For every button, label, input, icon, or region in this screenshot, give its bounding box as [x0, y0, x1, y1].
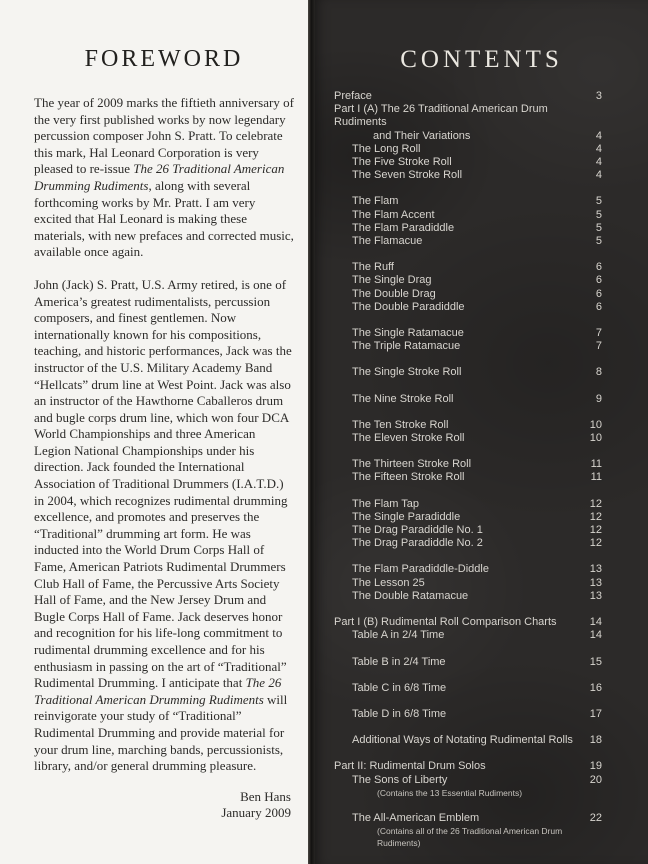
toc-spacer [334, 550, 602, 563]
toc-spacer [334, 353, 602, 366]
toc-entry-row [334, 301, 602, 314]
toc-entry-row [334, 327, 602, 340]
toc-entry-page: 18 [589, 734, 602, 747]
toc-spacer [334, 406, 602, 419]
foreword-paragraph [34, 277, 294, 775]
toc-entry-label: The Flam Tap [352, 497, 420, 510]
toc-entry-page: 13 [589, 589, 602, 602]
toc-entry-row [334, 537, 602, 550]
toc-entry-label: Additional Ways of Notating Rudimental Rolls [352, 734, 573, 747]
toc-entry-page: 11 [590, 471, 602, 484]
toc-entry-row [334, 760, 602, 773]
toc-entry-page: 12 [589, 510, 602, 523]
toc-entry-label: The Flamacue [352, 235, 423, 248]
contents-page [315, 0, 648, 864]
toc-entry-label: and Their Variations [373, 129, 471, 142]
toc-entry-row [334, 629, 602, 642]
toc-entry-page: 16 [589, 681, 602, 694]
toc-entry-label: Preface [334, 90, 372, 102]
toc-note-label: (Contains all of the 26 Traditional American Drum Rudiments) [377, 825, 563, 848]
toc-note-row [334, 825, 602, 849]
toc-spacer [334, 485, 602, 498]
toc-entry-row [334, 130, 602, 143]
toc-entry-page: 7 [595, 327, 602, 340]
contents-title: CONTENTS [400, 46, 563, 73]
toc-entry-row [334, 103, 602, 129]
toc-entry-label: Part II: Rudimental Drum Solos [334, 760, 486, 773]
toc-entry-label: The All-American Emblem [352, 811, 480, 824]
toc-entry-page: 10 [589, 418, 602, 431]
toc-spacer [334, 669, 602, 682]
toc-entry-row [334, 458, 602, 471]
toc-entry-page: 6 [595, 300, 602, 313]
toc-entry-row [334, 195, 602, 208]
toc-entry-label: The Eleven Stroke Roll [352, 432, 465, 445]
toc-entry-row [334, 577, 602, 590]
toc-entry-row [334, 774, 602, 787]
toc-entry-page: 9 [595, 392, 602, 405]
toc-entry-page: 4 [595, 129, 602, 142]
toc-note-row [334, 787, 602, 799]
toc-entry-label: The Single Stroke Roll [352, 366, 462, 379]
toc-entry-row [334, 393, 602, 406]
toc-entry-label: The Lesson 25 [352, 576, 425, 589]
toc-entry-page: 19 [589, 760, 602, 773]
toc-entry-page: 13 [589, 563, 602, 576]
signature-name: Ben Hans [240, 788, 291, 804]
book-title-italic: The 26 Traditional American Drumming Rudiments [34, 161, 285, 193]
toc-entry-label: The Ruff [352, 261, 394, 274]
toc-entry-page: 11 [590, 458, 602, 471]
page-gutter [308, 0, 315, 864]
toc-entry-row [334, 812, 602, 825]
toc-entry-row [334, 156, 602, 169]
toc-entry-page: 17 [589, 707, 602, 720]
toc-entry-label: The Drag Paradiddle No. 1 [352, 524, 483, 537]
toc-entry-page: 22 [589, 811, 602, 824]
toc-entry-label: The Triple Ratamacue [352, 340, 461, 353]
toc-entry-page: 3 [595, 90, 602, 102]
toc-entry-page: 13 [589, 576, 602, 589]
signature-date: January 2009 [221, 805, 291, 821]
toc-entry-page: 12 [589, 537, 602, 550]
toc-entry-label: Table A in 2/4 Time [352, 629, 445, 642]
toc-entry-row [334, 708, 602, 721]
toc-entry-page: 5 [595, 235, 602, 248]
paragraph-text: The year of 2009 marks the fiftieth anniversary of the very first published works by now legendary percussion composer John S. Pratt. To celebrate this mark, Hal Leonard Corporation is very pleased to re-issue [34, 95, 294, 177]
toc-entry-page: 8 [595, 366, 602, 379]
foreword-paragraph [34, 95, 294, 261]
toc-entry-label: The Single Paradiddle [352, 510, 461, 523]
toc-entry-page: 4 [595, 156, 602, 169]
toc-entry-row [334, 734, 602, 747]
toc-entry-label: The Single Drag [352, 274, 432, 287]
toc-note-label: (Contains the 13 Essential Rudiments) [377, 787, 523, 798]
foreword-page [0, 0, 308, 864]
toc-list [334, 90, 602, 849]
toc-entry-label: The Flam [352, 195, 399, 208]
paragraph-text: will reinvigorate your study of “Traditional” Rudimental Drumming and provide material for your drum line, marching bands, percussionists, library, and/or general drumming pleasure. [34, 691, 288, 774]
toc-entry-page: 4 [595, 169, 602, 182]
toc-entry-row [334, 498, 602, 511]
toc-spacer [334, 248, 602, 261]
toc-entry-row [334, 419, 602, 432]
toc-entry-row [334, 340, 602, 353]
toc-entry-row [334, 222, 602, 235]
toc-entry-page: 20 [589, 773, 602, 786]
toc-spacer [334, 643, 602, 656]
toc-spacer [334, 445, 602, 458]
toc-entry-row [334, 432, 602, 445]
toc-entry-page: 14 [589, 629, 602, 642]
toc-entry-label: The Long Roll [352, 142, 421, 155]
toc-entry-row [334, 590, 602, 603]
toc-entry-label: The Flam Paradiddle-Diddle [352, 563, 489, 576]
toc-entry-row [334, 366, 602, 379]
toc-spacer [334, 314, 602, 327]
toc-entry-label: The Seven Stroke Roll [352, 169, 463, 182]
toc-entry-row [334, 169, 602, 182]
toc-entry-label: The Double Drag [352, 287, 436, 300]
toc-entry-label: The Drag Paradiddle No. 2 [352, 537, 483, 550]
toc-entry-page: 15 [589, 655, 602, 668]
signature-block [34, 789, 294, 822]
toc-entry-label: The Sons of Liberty [352, 773, 448, 786]
toc-entry-page: 12 [589, 524, 602, 537]
toc-entry-page: 6 [595, 274, 602, 287]
book-title-italic: The 26 Traditional American Drumming Rudiments [34, 675, 282, 707]
toc-entry-page: 14 [589, 616, 602, 629]
toc-entry-label: The Thirteen Stroke Roll [352, 458, 472, 471]
toc-entry-row [334, 656, 602, 669]
toc-entry-row [334, 616, 602, 629]
toc-spacer [334, 695, 602, 708]
toc-entry-page: 4 [595, 142, 602, 155]
toc-spacer [334, 747, 602, 760]
toc-entry-label: The Fifteen Stroke Roll [352, 471, 465, 484]
toc-entry-label: Table C in 6/8 Time [352, 681, 447, 694]
toc-entry-row [334, 288, 602, 301]
toc-entry-label: Part I (A) The 26 Traditional American Drum Rudiments [334, 103, 548, 129]
toc-entry-row [334, 563, 602, 576]
toc-entry-row [334, 682, 602, 695]
toc-entry-page: 6 [595, 287, 602, 300]
toc-entry-row [334, 143, 602, 156]
toc-entry-row [334, 209, 602, 222]
toc-entry-row [334, 235, 602, 248]
toc-entry-label: The Nine Stroke Roll [352, 392, 454, 405]
toc-entry-page: 12 [589, 497, 602, 510]
foreword-title: FOREWORD [84, 46, 244, 72]
toc-spacer [334, 799, 602, 812]
toc-entry-row [334, 261, 602, 274]
toc-entry-label: Table D in 6/8 Time [352, 707, 447, 720]
paragraph-text: , along with several forthcoming works by Mr. Pratt. I am very excited that Hal Leonard is making these materials, with new prefaces and corrected music, available once again. [34, 177, 294, 260]
toc-entry-label: The Flam Paradiddle [352, 221, 455, 234]
toc-entry-label: The Double Paradiddle [352, 300, 465, 313]
toc-spacer [334, 603, 602, 616]
toc-entry-row [334, 524, 602, 537]
paragraph-text: John (Jack) S. Pratt, U.S. Army retired, is one of America’s greatest rudimentalists, percussion composers, and finest gentlemen. Now internationally known for his compositions, teaching, and historic performances, Jack was the instructor of the U.S. Military Academy Band “Hellcats” drum line at West Point. Jack was also an instructor of the Hawthorne Caballeros drum and bugle corps drum line, which won four DCA World Championships and three American Legion National Championships under his direction. Jack founded the International Association of Traditional Drummers (I.A.T.D.) in 2004, which recognizes rudimental drumming excellence, and promotes and preserves the “Traditional” drumming art form. He was inducted into the World Drum Corps Hall of Fame, American Patriots Rudimental Drummers Club Hall of Fame, the Percussive Arts Society Hall of Fame, and the New Jersey Drum and Bugle Corps Hall of Fame. Jack deserves honor and recognition for his life-long commitment to rudimental drumming excellence and for his enthusiasm in passing on the art of “Traditional” Rudimental Drumming. I anticipate that [34, 276, 292, 691]
toc-entry-page: 7 [595, 340, 602, 353]
toc-entry-label: Table B in 2/4 Time [352, 655, 446, 668]
toc-entry-page: 6 [595, 261, 602, 274]
toc-entry-label: The Five Stroke Roll [352, 156, 452, 169]
toc-entry-page: 5 [595, 208, 602, 221]
toc-entry-page: 10 [589, 432, 602, 445]
toc-spacer [334, 721, 602, 734]
toc-spacer [334, 182, 602, 195]
toc-entry-row [334, 90, 602, 103]
toc-entry-label: Part I (B) Rudimental Roll Comparison Charts [334, 616, 557, 629]
toc-entry-label: The Double Ratamacue [352, 589, 469, 602]
toc-entry-page: 5 [595, 195, 602, 208]
toc-entry-label: The Ten Stroke Roll [352, 418, 449, 431]
toc-entry-row [334, 511, 602, 524]
toc-entry-page: 5 [595, 221, 602, 234]
foreword-body [34, 95, 294, 775]
toc-spacer [334, 380, 602, 393]
toc-entry-row [334, 471, 602, 484]
toc-entry-label: The Single Ratamacue [352, 327, 464, 340]
toc-entry-row [334, 274, 602, 287]
toc-entry-label: The Flam Accent [352, 208, 435, 221]
